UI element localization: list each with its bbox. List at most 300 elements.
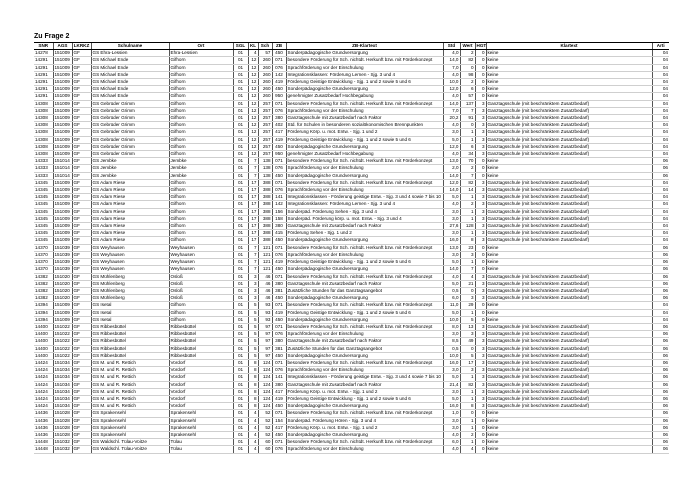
table-cell: 3,0 [443,331,460,338]
table-cell: GS Ribbesbüttel [91,323,169,330]
table-cell: Sonderpädagogische Grundversorgung [286,403,443,410]
table-cell: 121 [258,266,272,273]
table-cell: 4 [248,431,258,438]
table-cell: 3,0 [443,215,460,222]
table-cell: 257 [258,100,272,107]
table-cell: keine [486,424,652,431]
table-row [34,417,669,424]
table-cell: GF [72,64,91,71]
table-cell: 52 [258,431,272,438]
table-cell: 13,0 [443,244,460,251]
table-cell: Gifhorn [169,136,233,143]
table-row [34,64,669,71]
header-cell: AGS [53,43,72,50]
table-cell: 257 [258,129,272,136]
table-cell: 071 [272,100,286,107]
table-cell: Integrationsklassen: Förderung Lernen - Sjg. 3 und 4 [286,201,443,208]
table-cell: Sonderpädagogische Grundversorgung [286,172,443,179]
table-row [34,50,669,57]
table-cell: 260 [258,71,272,78]
table-cell: 7 [248,244,258,251]
table-cell: Ganztagsschule (mit beschränktem Zusatzbedarf) [486,388,652,395]
table-cell: 0 [475,57,486,64]
table-cell: 04 [652,115,669,122]
table-cell: Sprakensehl [169,424,233,431]
table-cell: 071 [272,273,286,280]
table-cell: GS Sprakensehl [91,417,169,424]
table-cell: 151028 [53,431,72,438]
table-cell: 151034 [53,374,72,381]
table-cell: 3 [460,367,475,374]
table-cell: 260 [258,79,272,86]
table-cell: 151009 [53,57,72,64]
table-cell: 5 [460,316,475,323]
table-cell: 151009 [53,151,72,158]
table-cell: Vordorf [169,367,233,374]
table-cell: keine [486,439,652,446]
table-cell: 151034 [53,403,72,410]
table-cell: GF [72,273,91,280]
table-cell: 82 [460,179,475,186]
table-cell: Jembke [169,172,233,179]
table-cell: 0 [475,431,486,438]
table-cell: 6 [460,143,475,150]
table-cell: Sprachförderung vor der Einschulung [286,331,443,338]
table-row [34,136,669,143]
table-cell: 4 [248,417,258,424]
table-cell: 04 [652,151,669,158]
table-cell: GS M. und R. Rettich [91,374,169,381]
table-cell: GF [72,309,91,316]
table-cell: 0 [475,64,486,71]
table-cell: 450 [272,316,286,323]
table-cell: 8 [248,388,258,395]
table-cell: 5,0 [443,136,460,143]
table-cell: Ribbesbüttel [169,345,233,352]
table-cell: 14333 [34,158,53,165]
table-cell: 151009 [53,201,72,208]
table-cell: 0 [475,244,486,251]
table-cell: 14370 [34,259,53,266]
table-cell: 450 [272,295,286,302]
table-cell: 0 [475,410,486,417]
table-cell: besondere Förderung für Sch. nichtdt. Herkunft bzw. mit Förderkonzept [286,158,443,165]
table-cell: 3,0 [443,129,460,136]
table-cell: 4 [248,410,258,417]
table-cell: 7 [460,172,475,179]
table-cell: 04 [652,100,669,107]
table-cell: 7 [248,266,258,273]
table-cell: 388 [258,237,272,244]
table-cell: 01 [233,295,248,302]
table-cell: 06 [652,273,669,280]
table-cell: GF [72,403,91,410]
table-cell: 8,0 [443,323,460,330]
table-cell: 14394 [34,316,53,323]
table-cell: 14345 [34,223,53,230]
table-cell: Sprachförderung vor der Einschulung [286,187,443,194]
table-cell: 257 [258,136,272,143]
table-cell: 3 [475,215,486,222]
table-cell: 3,0 [443,230,460,237]
table-cell: 17 [248,215,258,222]
table-cell: 01 [233,302,248,309]
table-cell: GF [72,424,91,431]
table-cell: besondere Förderung für Sch. nichtdt. Herkunft bzw. mit Förderkonzept [286,323,443,330]
table-cell: 29 [460,302,475,309]
table-cell: besondere Förderung für Sch. nichtdt. Herkunft bzw. mit Förderkonzept [286,100,443,107]
table-cell: Integrationsklassen - Förderung geistige Entw. - Sjg. 3 und 4 sowie 7 bis 10 [286,194,443,201]
table-cell: 14308 [34,129,53,136]
table-cell: 4 [248,446,258,453]
table-cell: 14308 [34,151,53,158]
table-cell: Ganztagsschule mit Zusatzbedarf nach Faktor [286,338,443,345]
header-cell: Sch [258,43,272,50]
table-cell: 14,0 [443,100,460,107]
table-cell: Gifhorn [169,302,233,309]
table-cell: 12 [248,100,258,107]
table-cell: 06 [652,403,669,410]
table-cell: 01 [233,287,248,294]
table-cell: 49 [460,338,475,345]
table-cell: 1 [460,259,475,266]
table-cell: 12 [248,64,258,71]
table-cell: 06 [652,381,669,388]
table-cell: 46 [258,295,272,302]
table-cell: 01 [233,424,248,431]
table-cell: 151009 [53,79,72,86]
table-cell: Ganztagsschule (mit beschränktem Zusatzbedarf) [486,230,652,237]
table-cell: Ganztagsschule (mit beschränktem Zusatzbedarf) [486,223,652,230]
table-cell: Förderung Geistige Entwicklung - Sjg. 1 und 2 sowie 5 und 6 [286,259,443,266]
table-cell: 950 [272,151,286,158]
table-cell: 2 [460,201,475,208]
table-cell: keine [486,93,652,100]
table-cell: 0 [475,302,486,309]
table-row [34,208,669,215]
table-cell: Vordorf [169,403,233,410]
table-cell: GF [72,259,91,266]
table-cell: 151009 [53,309,72,316]
table-cell: 3 [475,223,486,230]
table-cell: 138 [258,158,272,165]
table-cell: Jembke [169,158,233,165]
table-cell: 97 [258,338,272,345]
table-cell: 0 [475,71,486,78]
table-cell: 151009 [53,230,72,237]
table-cell: Ganztagsschule (mit beschränktem Zusatzbedarf) [486,136,652,143]
table-cell: GF [72,57,91,64]
table-cell: 2 [460,165,475,172]
table-cell: 7 [248,251,258,258]
table-cell: 7 [248,172,258,179]
table-cell: Ganztagsschule (mit beschränktem Zusatzbedarf) [486,323,652,330]
table-cell: 12 [248,143,258,150]
table-cell: Ganztagsschule (mit beschränktem Zusatzbedarf) [486,331,652,338]
table-cell: GS Michael Ende [91,86,169,93]
table-cell: 151009 [53,179,72,186]
table-cell: Ganztagsschule (mit beschränktem Zusatzbedarf) [486,115,652,122]
table-cell: Gifhorn [169,201,233,208]
table-cell: 04 [652,107,669,114]
table-cell: GS Sprakensehl [91,424,169,431]
table-cell: 3 [475,230,486,237]
table-cell: GS M. und R. Rettich [91,367,169,374]
table-cell: 14333 [34,165,53,172]
table-cell: 14308 [34,107,53,114]
table-cell: 01 [233,165,248,172]
table-cell: GF [72,187,91,194]
table-cell: GS Adam Riese [91,187,169,194]
table-cell: Ganztagsschule (mit beschränktem Zusatzbedarf) [486,215,652,222]
table-row [34,100,669,107]
table-row [34,244,669,251]
table-cell: 16,0 [443,237,460,244]
table-row [34,151,669,158]
table-cell: 388 [258,230,272,237]
table-cell: Sprakensehl [169,417,233,424]
table-cell: 14382 [34,273,53,280]
table-cell: 06 [652,352,669,359]
table-cell: GS Gebrüder Grimm [91,107,169,114]
table-cell: Gifhorn [169,107,233,114]
table-cell: keine [486,431,652,438]
table-cell: GS Michael Ende [91,57,169,64]
table-cell: GF [72,215,91,222]
table-cell: 1 [460,424,475,431]
table-cell: 06 [652,410,669,417]
table-cell: 3 [475,194,486,201]
table-cell: 450 [272,86,286,93]
table-cell: 4 [460,446,475,453]
table-cell: 14308 [34,143,53,150]
table-cell: 01 [233,143,248,150]
table-cell: GF [72,194,91,201]
table-cell: Sonderpädagogische Grundversorgung [286,143,443,150]
table-cell: GS Gebrüder Grimm [91,143,169,150]
table-cell: 151039 [53,251,72,258]
table-cell: 257 [258,122,272,129]
table-cell: 17 [248,201,258,208]
table-cell: 450 [272,143,286,150]
table-cell: 70 [460,158,475,165]
table-cell: 01 [233,115,248,122]
table-cell: 5,0 [443,374,460,381]
table-row [34,331,669,338]
table-cell: Sprakensehl [169,410,233,417]
table-cell: Ganztagsschule mit Zusatzbedarf nach Faktor [286,381,443,388]
table-cell: Sonderpädagogische Grundversorgung [286,86,443,93]
table-cell: 06 [652,158,669,165]
table-cell: 151028 [53,417,72,424]
table-cell: 12,0 [443,179,460,186]
table-cell: 01 [233,93,248,100]
table-cell: 14394 [34,302,53,309]
table-cell: 3 [475,374,486,381]
table-cell: 8 [460,237,475,244]
table-cell: GS Mühlenberg [91,287,169,294]
table-cell: 14436 [34,424,53,431]
table-cell: 071 [272,323,286,330]
table-cell: Ganztagsschule (mit beschränktem Zusatzbedarf) [486,237,652,244]
table-cell: 2 [460,431,475,438]
table-row [34,280,669,287]
table-cell: 04 [652,230,669,237]
table-cell: 151009 [53,129,72,136]
table-cell: 01 [233,323,248,330]
table-cell: 01 [233,158,248,165]
table-cell: Gifhorn [169,187,233,194]
table-cell: Sprachförderung vor der Einschulung [286,107,443,114]
table-cell: Weyhausen [169,259,233,266]
table-cell: Ganztagsschule (mit beschränktem Zusatzbedarf) [486,122,652,129]
table-cell: 01 [233,381,248,388]
table-cell: 1 [460,215,475,222]
table-cell: 076 [272,367,286,374]
header-cell: ZB-Klartext [286,43,443,50]
table-cell: 151020 [53,287,72,294]
table-cell: keine [486,86,652,93]
table-cell: 1 [460,136,475,143]
table-cell: 380 [272,115,286,122]
table-cell: Ganztagsschule (mit beschränktem Zusatzbedarf) [486,100,652,107]
table-cell: 04 [652,316,669,323]
table-cell: 98 [460,71,475,78]
table-cell: 151034 [53,388,72,395]
table-cell: GF [72,86,91,93]
table-cell: 3 [475,359,486,366]
table-row [34,187,669,194]
table-cell: 0,5 [443,345,460,352]
table-cell: Ganztagsschule mit Zusatzbedarf nach Faktor [286,115,443,122]
table-cell: 14345 [34,208,53,215]
table-cell: 17 [248,194,258,201]
table-cell: 0 [460,287,475,294]
table-cell: 3 [475,115,486,122]
table-cell: 12,0 [443,143,460,150]
table-cell: keine [486,309,652,316]
table-cell: 04 [652,136,669,143]
table-cell: 5 [248,316,258,323]
table-cell: 52 [258,417,272,424]
table-cell: Ganztagsschule (mit beschränktem Zusatzbedarf) [486,367,652,374]
table-cell: Sprakensehl [169,431,233,438]
table-cell: 91 [460,115,475,122]
table-cell: 388 [258,223,272,230]
table-cell: 12 [248,136,258,143]
table-cell: GS Waldschl. Tülau-Voitze [91,439,169,446]
table-cell: GS Mühlenberg [91,295,169,302]
table-cell: keine [486,316,652,323]
table-cell: 1 [460,395,475,402]
table-cell: 0,5 [443,287,460,294]
table-cell: 4,0 [443,273,460,280]
table-cell: 388 [258,187,272,194]
table-cell: 3 [248,280,258,287]
table-cell: 3 [475,129,486,136]
table-cell: 01 [233,345,248,352]
table-cell: Ribbesbüttel [169,323,233,330]
table-cell: Gifhorn [169,223,233,230]
table-cell: 01 [233,259,248,266]
table-cell: 071 [272,439,286,446]
table-cell: 151032 [53,446,72,453]
table-cell: 01 [233,266,248,273]
header-cell: Arti [652,43,669,50]
table-cell: Gifhorn [169,64,233,71]
table-cell: 04 [652,93,669,100]
table-cell: 04 [652,194,669,201]
table-row [34,381,669,388]
table-cell: 3 [475,323,486,330]
table-cell: 151009 [53,107,72,114]
table-cell: 46 [258,287,272,294]
table-cell: 06 [652,431,669,438]
table-cell: 121 [258,244,272,251]
table-cell: 14345 [34,230,53,237]
table-cell: 076 [272,107,286,114]
table-cell: 17 [248,230,258,237]
table-cell: 4,0 [443,431,460,438]
table-cell: GS Weyhausen [91,244,169,251]
table-cell: Vordorf [169,374,233,381]
table-cell: Ganztagsschule (mit beschränktem Zusatzbedarf) [486,381,652,388]
table-cell: 151022 [53,323,72,330]
table-cell: 01 [233,136,248,143]
table-cell: GS Jembke [91,158,169,165]
table-cell: 04 [652,71,669,78]
table-cell: 12 [248,57,258,64]
table-cell: Ganztagsschule (mit beschränktem Zusatzbedarf) [486,179,652,186]
table-cell: GF [72,446,91,453]
table-cell: Ganztagsschule (mit beschränktem Zusatzbedarf) [486,208,652,215]
table-cell: 04 [652,208,669,215]
table-cell: Ribbesbüttel [169,352,233,359]
table-cell: Ganztagsschule (mit beschränktem Zusatzbedarf) [486,295,652,302]
table-cell: 450 [272,50,286,57]
table-cell: Gifhorn [169,79,233,86]
table-cell: besondere Förderung für Sch. nichtdt. Herkunft bzw. mit Förderkonzept [286,179,443,186]
table-cell: 419 [272,309,286,316]
table-cell: 380 [272,381,286,388]
table-cell: 5 [460,352,475,359]
table-cell: GF [72,172,91,179]
table-cell: 23 [460,244,475,251]
table-cell: 01 [233,215,248,222]
table-cell: 93 [258,302,272,309]
table-cell: 5 [248,345,258,352]
table-cell: 01 [233,251,248,258]
table-cell: GS Weyhausen [91,251,169,258]
table-row [34,143,669,150]
table-cell: GS Mühlenberg [91,280,169,287]
table-cell: Weyhausen [169,266,233,273]
table-cell: 450 [272,403,286,410]
table-cell: 388 [258,201,272,208]
table-cell: GS Adam Riese [91,215,169,222]
table-cell: 076 [272,64,286,71]
table-cell: Sonderpädagogische Grundversorgung [286,316,443,323]
table-cell: genehmigter Zusatzbedarf Hochbegabung [286,93,443,100]
table-cell: 14370 [34,266,53,273]
table-cell: 419 [272,136,286,143]
table-cell: 076 [272,331,286,338]
table-row [34,251,669,258]
table-cell: 151014 [53,158,72,165]
table-row [34,323,669,330]
table-cell: 419 [272,395,286,402]
table-cell: Ganztagsschule (mit beschränktem Zusatzbedarf) [486,129,652,136]
